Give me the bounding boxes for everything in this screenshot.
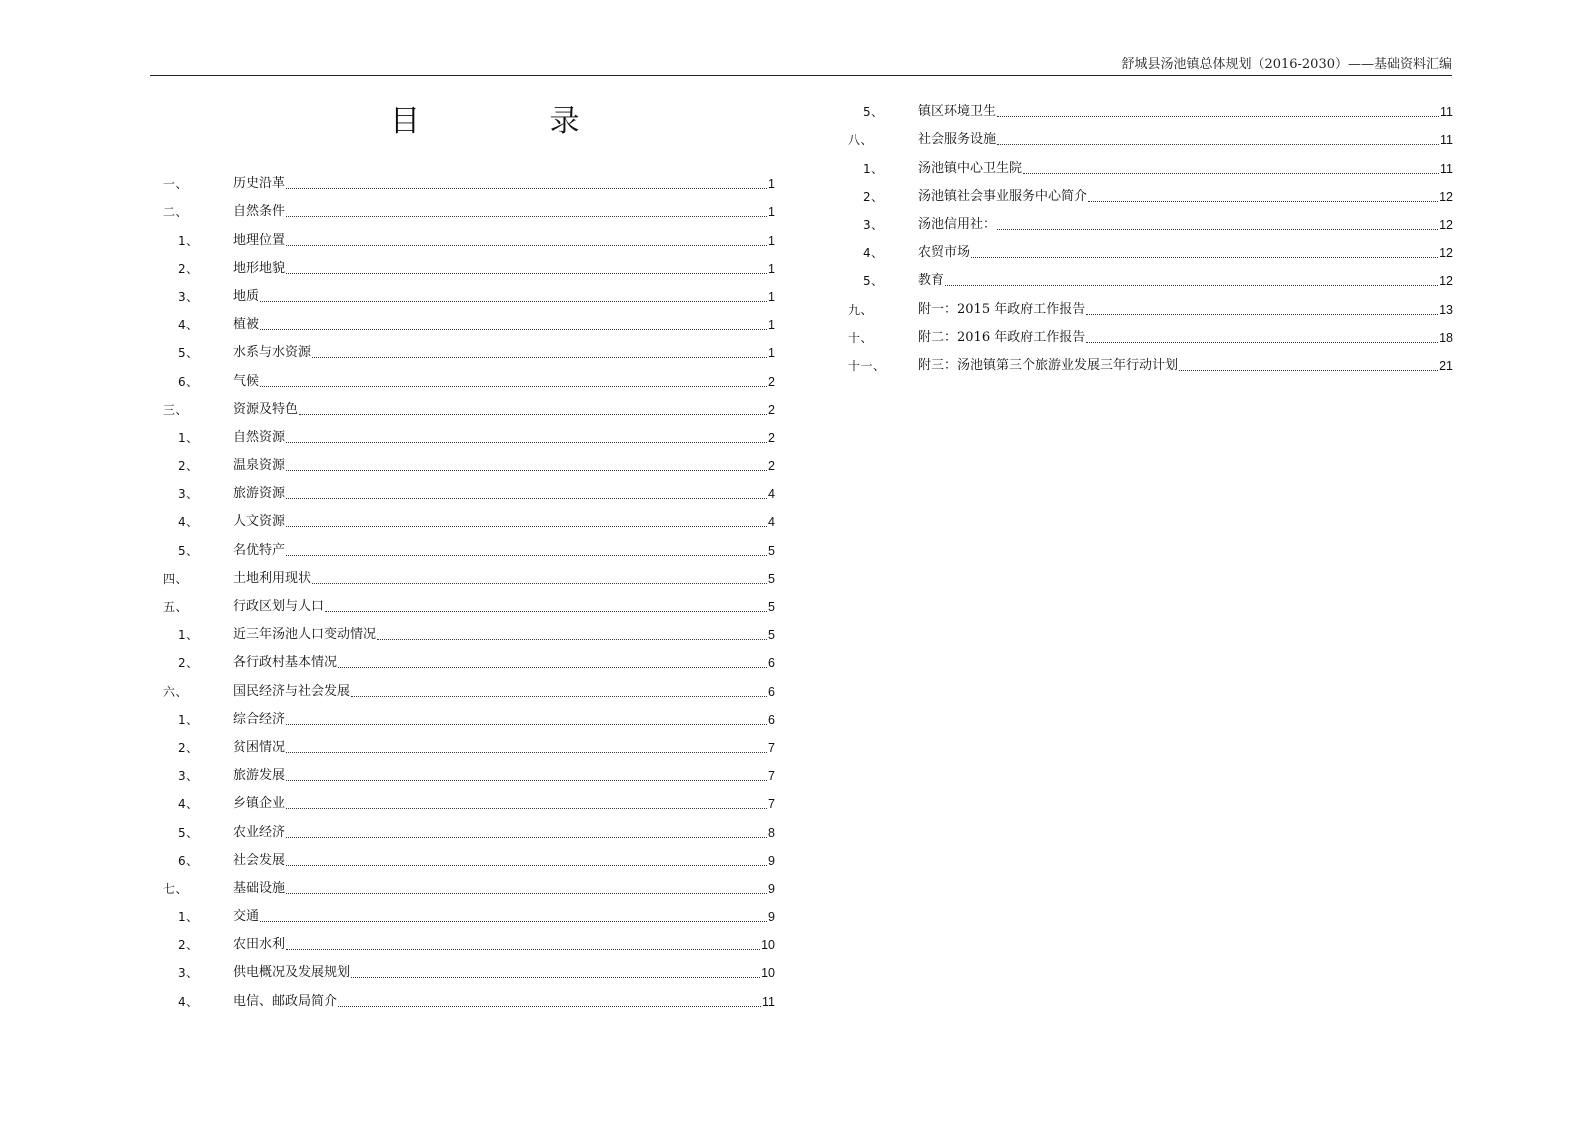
toc-entry[interactable] bbox=[163, 615, 775, 643]
toc-entry[interactable] bbox=[848, 120, 1453, 148]
toc-entry-number: 1、 bbox=[178, 910, 199, 925]
toc-entry[interactable] bbox=[848, 177, 1453, 205]
toc-entry-page-number: 12 bbox=[1439, 189, 1453, 204]
toc-entry[interactable] bbox=[848, 346, 1453, 374]
toc-entry-label: 教育 bbox=[918, 273, 945, 289]
toc-entry-page-number: 7 bbox=[768, 740, 775, 755]
toc-entry-number: 2、 bbox=[178, 459, 199, 474]
toc-entry-number: 3、 bbox=[178, 289, 199, 304]
toc-entry[interactable] bbox=[848, 289, 1453, 317]
dot-leader bbox=[286, 216, 767, 217]
toc-entry-number: 2、 bbox=[178, 938, 199, 953]
toc-right-column bbox=[848, 92, 1453, 374]
toc-entry[interactable] bbox=[848, 261, 1453, 289]
toc-entry-page-number: 2 bbox=[768, 402, 775, 417]
toc-entry[interactable] bbox=[163, 249, 775, 277]
toc-entry-page-number: 1 bbox=[768, 233, 775, 248]
dot-leader bbox=[997, 144, 1439, 145]
toc-entry-page-number: 7 bbox=[768, 797, 775, 812]
toc-entry[interactable] bbox=[163, 390, 775, 418]
toc-entry-page-number: 5 bbox=[768, 571, 775, 586]
toc-title: 目 录 bbox=[390, 104, 640, 139]
toc-entry-page-number: 9 bbox=[768, 881, 775, 896]
dot-leader bbox=[997, 116, 1439, 117]
toc-entry-number: 6、 bbox=[178, 853, 199, 868]
toc-entry-label: 汤池信用社： bbox=[918, 216, 997, 232]
toc-entry-page-number: 6 bbox=[768, 712, 775, 727]
toc-entry[interactable] bbox=[163, 841, 775, 869]
toc-entry-number: 4、 bbox=[178, 318, 199, 333]
toc-entry-page-number: 7 bbox=[768, 769, 775, 784]
dot-leader bbox=[260, 329, 767, 330]
toc-entry-page-number: 1 bbox=[768, 318, 775, 333]
toc-entry[interactable] bbox=[848, 148, 1453, 176]
dot-leader bbox=[286, 780, 767, 781]
toc-entry-number: 九、 bbox=[848, 302, 874, 317]
toc-entry-page-number: 9 bbox=[768, 910, 775, 925]
toc-entry-label: 气候 bbox=[233, 373, 260, 389]
dot-leader bbox=[286, 724, 767, 725]
toc-entry-page-number: 13 bbox=[1439, 302, 1453, 317]
toc-entry-label: 国民经济与社会发展 bbox=[233, 683, 351, 699]
toc-entry[interactable] bbox=[163, 277, 775, 305]
toc-entry-number: 5、 bbox=[178, 825, 199, 840]
toc-entry-label: 各行政村基本情况 bbox=[233, 655, 338, 671]
toc-entry-number: 6、 bbox=[178, 374, 199, 389]
toc-entry-number: 3、 bbox=[178, 966, 199, 981]
toc-entry[interactable] bbox=[848, 233, 1453, 261]
dot-leader bbox=[351, 977, 760, 978]
dot-leader bbox=[286, 273, 767, 274]
dot-leader bbox=[312, 583, 767, 584]
toc-entry-number: 2、 bbox=[863, 189, 884, 204]
toc-entry-page-number: 1 bbox=[768, 177, 775, 192]
toc-entry[interactable] bbox=[848, 318, 1453, 346]
toc-entry-number: 1、 bbox=[863, 161, 884, 176]
dot-leader bbox=[325, 611, 767, 612]
toc-entry-page-number: 12 bbox=[1439, 246, 1453, 261]
toc-entry-page-number: 4 bbox=[768, 487, 775, 502]
toc-entry-number: 4、 bbox=[178, 515, 199, 530]
dot-leader bbox=[351, 696, 767, 697]
toc-entry-label: 镇区环境卫生 bbox=[918, 104, 997, 120]
toc-entry-page-number: 11 bbox=[1440, 105, 1453, 120]
toc-entry-number: 5、 bbox=[863, 274, 884, 289]
toc-entry-label: 供电概况及发展规划 bbox=[233, 965, 351, 981]
toc-entry-number: 4、 bbox=[178, 797, 199, 812]
toc-entry-number: 2、 bbox=[178, 740, 199, 755]
toc-entry[interactable] bbox=[163, 981, 775, 1009]
toc-entry-number: 5、 bbox=[178, 543, 199, 558]
dot-leader bbox=[286, 555, 767, 556]
toc-entry-page-number: 21 bbox=[1439, 358, 1453, 373]
toc-entry-page-number: 11 bbox=[1440, 161, 1453, 176]
dot-leader bbox=[1086, 342, 1438, 343]
toc-entry-label: 交通 bbox=[233, 909, 260, 925]
toc-entry-page-number: 11 bbox=[762, 994, 775, 1009]
toc-entry-label: 农贸市场 bbox=[918, 245, 971, 261]
toc-entry[interactable] bbox=[163, 756, 775, 784]
toc-entry-label: 农田水利 bbox=[233, 937, 286, 953]
toc-entry-number: 二、 bbox=[163, 205, 189, 220]
toc-entry-label: 附三：汤池镇第三个旅游业发展三年行动计划 bbox=[918, 357, 1179, 373]
toc-entry-number: 一、 bbox=[163, 177, 189, 192]
toc-entry[interactable] bbox=[848, 205, 1453, 233]
toc-entry-label: 地理位置 bbox=[233, 232, 286, 248]
toc-entry[interactable] bbox=[163, 418, 775, 446]
toc-entry-page-number: 11 bbox=[1440, 133, 1453, 148]
toc-entry-label: 行政区划与人口 bbox=[233, 599, 325, 614]
toc-entry-page-number: 5 bbox=[768, 628, 775, 643]
toc-entry-page-number: 18 bbox=[1439, 330, 1453, 345]
toc-entry-page-number: 6 bbox=[768, 684, 775, 699]
dot-leader bbox=[1179, 370, 1438, 371]
toc-entry-label: 旅游资源 bbox=[233, 486, 286, 502]
toc-entry-label: 资源及特色 bbox=[233, 401, 299, 417]
dot-leader bbox=[260, 921, 767, 922]
toc-entry-label: 附一：2015 年政府工作报告 bbox=[918, 301, 1086, 317]
toc-entry[interactable] bbox=[163, 869, 775, 897]
toc-entry[interactable] bbox=[163, 220, 775, 248]
dot-leader bbox=[286, 470, 767, 471]
dot-leader bbox=[997, 229, 1438, 230]
toc-entry-page-number: 2 bbox=[768, 430, 775, 445]
toc-entry[interactable] bbox=[163, 897, 775, 925]
toc-entry-page-number: 5 bbox=[768, 600, 775, 614]
toc-entry[interactable] bbox=[163, 446, 775, 474]
toc-entry-number: 4、 bbox=[863, 246, 884, 261]
toc-entry-number: 七、 bbox=[163, 881, 189, 896]
toc-entry[interactable] bbox=[163, 925, 775, 953]
toc-entry-label: 地形地貌 bbox=[233, 260, 286, 276]
toc-entry-page-number: 1 bbox=[768, 289, 775, 304]
toc-entry-number: 3、 bbox=[178, 769, 199, 784]
toc-entry-page-number: 1 bbox=[768, 346, 775, 361]
toc-entry[interactable] bbox=[848, 92, 1453, 120]
toc-entry[interactable] bbox=[163, 784, 775, 812]
toc-entry[interactable] bbox=[163, 587, 775, 615]
toc-entry-label: 温泉资源 bbox=[233, 458, 286, 474]
toc-entry[interactable] bbox=[163, 361, 775, 389]
dot-leader bbox=[312, 357, 767, 358]
dot-leader bbox=[286, 949, 760, 950]
dot-leader bbox=[299, 414, 767, 415]
dot-leader bbox=[286, 865, 767, 866]
toc-entry-label: 植被 bbox=[233, 317, 260, 333]
toc-entry-label: 社会发展 bbox=[233, 852, 286, 868]
toc-entry[interactable] bbox=[163, 305, 775, 333]
toc-entry-label: 土地利用现状 bbox=[233, 570, 312, 586]
dot-leader bbox=[338, 667, 767, 668]
toc-entry-label: 基础设施 bbox=[233, 880, 286, 896]
dot-leader bbox=[286, 837, 767, 838]
toc-entry-page-number: 2 bbox=[768, 374, 775, 389]
toc-entry[interactable] bbox=[163, 333, 775, 361]
toc-entry-label: 自然条件 bbox=[233, 204, 286, 220]
toc-entry-number: 1、 bbox=[178, 628, 199, 643]
toc-entry-number: 1、 bbox=[178, 430, 199, 445]
toc-entry-number: 四、 bbox=[163, 571, 189, 586]
toc-entry-label: 社会服务设施 bbox=[918, 132, 997, 148]
toc-entry-label: 名优特产 bbox=[233, 542, 286, 558]
toc-entry-label: 乡镇企业 bbox=[233, 796, 286, 812]
toc-entry-label: 综合经济 bbox=[233, 711, 286, 727]
dot-leader bbox=[286, 442, 767, 443]
dot-leader bbox=[377, 639, 767, 640]
toc-entry-number: 2、 bbox=[178, 656, 199, 671]
toc-entry[interactable] bbox=[163, 559, 775, 587]
toc-entry[interactable] bbox=[163, 530, 775, 558]
toc-entry-number: 5、 bbox=[178, 346, 199, 361]
dot-leader bbox=[286, 526, 767, 527]
dot-leader bbox=[1023, 173, 1439, 174]
toc-entry[interactable] bbox=[163, 728, 775, 756]
toc-entry-page-number: 12 bbox=[1439, 274, 1453, 289]
dot-leader bbox=[971, 257, 1438, 258]
dot-leader bbox=[286, 245, 767, 246]
toc-entry-page-number: 12 bbox=[1439, 217, 1453, 232]
dot-leader bbox=[260, 301, 767, 302]
toc-entry-label: 人文资源 bbox=[233, 514, 286, 530]
running-header: 舒城县汤池镇总体规划（2016-2030）——基础资料汇编 bbox=[1121, 57, 1452, 72]
toc-entry-label: 电信、邮政局简介 bbox=[233, 993, 338, 1009]
dot-leader bbox=[286, 808, 767, 809]
header-rule bbox=[150, 75, 1452, 76]
toc-entry-number: 八、 bbox=[848, 133, 874, 148]
toc-entry-label: 历史沿革 bbox=[233, 176, 286, 192]
toc-entry[interactable] bbox=[163, 700, 775, 728]
dot-leader bbox=[260, 386, 767, 387]
toc-entry-number: 五、 bbox=[163, 600, 189, 614]
toc-entry-number: 十一、 bbox=[848, 358, 886, 373]
toc-entry-page-number: 1 bbox=[768, 261, 775, 276]
toc-entry-number: 十、 bbox=[848, 330, 874, 345]
toc-entry-page-number: 10 bbox=[761, 966, 775, 981]
toc-entry-page-number: 8 bbox=[768, 825, 775, 840]
toc-entry-page-number: 4 bbox=[768, 515, 775, 530]
dot-leader bbox=[286, 188, 767, 189]
toc-entry-number: 三、 bbox=[163, 402, 189, 417]
toc-entry-label: 附二：2016 年政府工作报告 bbox=[918, 329, 1086, 345]
toc-entry-label: 汤池镇中心卫生院 bbox=[918, 160, 1023, 176]
toc-entry-label: 旅游发展 bbox=[233, 768, 286, 784]
toc-entry-page-number: 1 bbox=[768, 205, 775, 220]
toc-entry-page-number: 2 bbox=[768, 459, 775, 474]
dot-leader bbox=[338, 1006, 761, 1007]
toc-entry-page-number: 10 bbox=[761, 938, 775, 953]
toc-entry[interactable] bbox=[163, 502, 775, 530]
toc-entry-number: 六、 bbox=[163, 684, 189, 699]
toc-entry-number: 2、 bbox=[178, 261, 199, 276]
toc-entry[interactable] bbox=[163, 474, 775, 502]
dot-leader bbox=[1086, 314, 1438, 315]
toc-entry[interactable] bbox=[163, 671, 775, 699]
toc-entry[interactable] bbox=[163, 192, 775, 220]
toc-entry-number: 3、 bbox=[863, 217, 884, 232]
toc-entry-number: 5、 bbox=[863, 105, 884, 120]
toc-entry-number: 1、 bbox=[178, 233, 199, 248]
toc-entry-label: 水系与水资源 bbox=[233, 345, 312, 361]
dot-leader bbox=[286, 893, 767, 894]
toc-entry-label: 近三年汤池人口变动情况 bbox=[233, 627, 377, 643]
dot-leader bbox=[945, 285, 1438, 286]
toc-entry-page-number: 5 bbox=[768, 543, 775, 558]
toc-entry[interactable] bbox=[163, 812, 775, 840]
toc-entry-page-number: 6 bbox=[768, 656, 775, 671]
toc-entry[interactable] bbox=[163, 164, 775, 192]
dot-leader bbox=[286, 752, 767, 753]
dot-leader bbox=[286, 498, 767, 499]
toc-entry-number: 4、 bbox=[178, 994, 199, 1009]
toc-entry-label: 农业经济 bbox=[233, 824, 286, 840]
toc-entry-label: 贫困情况 bbox=[233, 739, 286, 755]
toc-entry-number: 1、 bbox=[178, 712, 199, 727]
toc-entry-label: 地质 bbox=[233, 288, 260, 304]
toc-entry[interactable] bbox=[163, 643, 775, 671]
toc-entry-label: 汤池镇社会事业服务中心简介 bbox=[918, 188, 1088, 204]
toc-entry[interactable] bbox=[163, 953, 775, 981]
toc-entry-label: 自然资源 bbox=[233, 429, 286, 445]
toc-entry-number: 3、 bbox=[178, 487, 199, 502]
dot-leader bbox=[1088, 201, 1438, 202]
toc-left-column bbox=[163, 164, 775, 1010]
toc-entry-page-number: 9 bbox=[768, 853, 775, 868]
